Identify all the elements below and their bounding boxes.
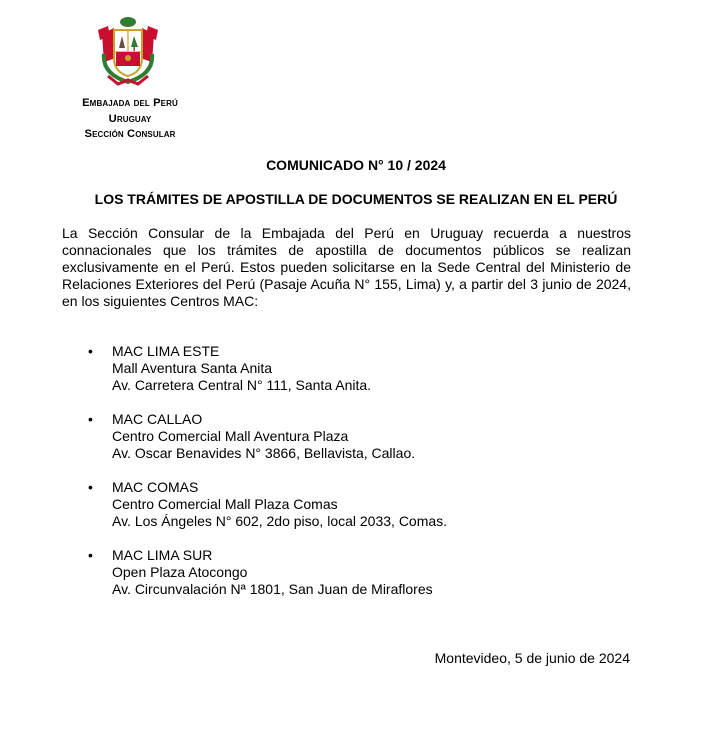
center-address: Av. Circunvalación Nª 1801, San Juan de Miraflores (112, 581, 433, 597)
consular-section: Sección Consular (84, 128, 176, 140)
peru-coat-of-arms-icon (94, 14, 162, 90)
communique-subtitle: LOS TRÁMITES DE APOSTILLA DE DOCUMENTOS SE REALIZAN EN EL PERÚ (94, 191, 618, 207)
center-place: Centro Comercial Mall Plaza Comas (112, 496, 338, 512)
list-item (86, 343, 646, 394)
center-name: MAC LIMA SUR (112, 547, 213, 563)
center-place: Open Plaza Atocongo (112, 564, 248, 580)
center-address: Av. Oscar Benavides N° 3866, Bellavista, Callao. (112, 445, 416, 461)
body-paragraph: La Sección Consular de la Embajada del Perú en Uruguay recuerda a nuestros connacionales que los trámites de apostilla de documentos públicos se realizan exclusivamente en el Perú. Estos pueden solicitarse en la Sede Central del Ministerio de Relaciones Exteriores del Perú (Pasaje Acuña N° 155, Lima) y, a partir del 3 junio de 2024, en los siguientes Centros MAC: (62, 225, 631, 309)
list-item (86, 411, 646, 462)
mac-centers-list (86, 343, 646, 615)
bullet-icon: • (88, 343, 93, 359)
center-name: MAC CALLAO (112, 411, 203, 427)
list-item (86, 547, 646, 598)
center-name: MAC COMAS (112, 479, 199, 495)
bullet-icon: • (88, 479, 93, 495)
embassy-name: Embajada del Perú (82, 97, 178, 109)
list-item (86, 479, 646, 530)
center-name: MAC LIMA ESTE (112, 343, 220, 359)
center-address: Av. Carretera Central N° 111, Santa Anita. (112, 377, 372, 393)
bullet-icon: • (88, 411, 93, 427)
communique-title: COMUNICADO N° 10 / 2024 (266, 157, 446, 173)
center-place: Mall Aventura Santa Anita (112, 360, 273, 376)
center-place: Centro Comercial Mall Aventura Plaza (112, 428, 349, 444)
bullet-icon: • (88, 547, 93, 563)
embassy-header (50, 96, 210, 143)
embassy-country: Uruguay (108, 112, 152, 125)
place-and-date: Montevideo, 5 de junio de 2024 (434, 650, 630, 666)
center-address: Av. Los Ángeles N° 602, 2do piso, local 2033, Comas. (112, 513, 448, 529)
